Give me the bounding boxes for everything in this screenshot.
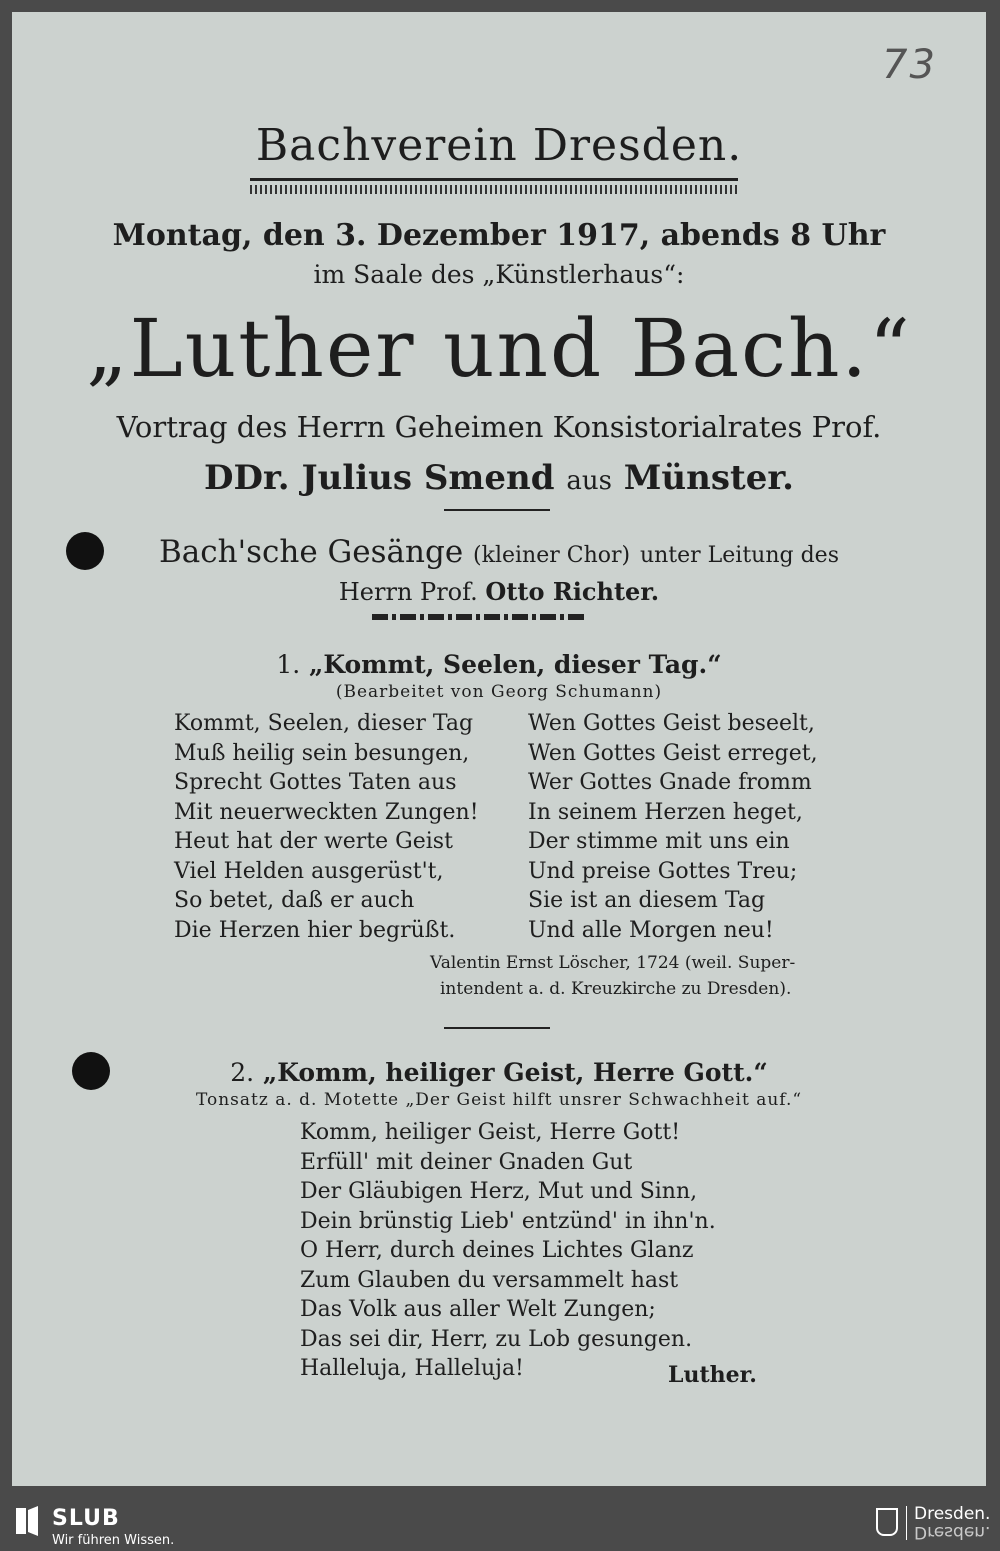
title-rule [250,178,738,194]
verse-line: Und alle Morgen neu! [528,917,774,943]
lecture-subtitle: Vortrag des Herrn Geheimen Konsistorialrates Prof. [116,410,882,444]
speaker-prefix: DDr. [204,458,290,498]
credit-line: intendent a. d. Kreuzkirche zu Dresden). [440,979,792,999]
verse-line: Komm, heiliger Geist, Herre Gott! [300,1120,681,1145]
verse-line: Wen Gottes Geist beseelt, [528,711,815,736]
song2-title: „Komm, heiliger Geist, Herre Gott.“ [262,1058,768,1087]
song1-verse-right [528,709,818,945]
verse-line: Mit neuerweckten Zungen! [174,799,479,825]
verse-line: Sie ist an diesem Tag [528,888,766,913]
verse-line: In seinem Herzen heget, [528,799,803,825]
dresden-crest-icon [876,1508,898,1536]
document-page [12,12,986,1486]
verse-line: Muß heilig sein besungen, [174,740,470,766]
verse-line: Das Volk aus aller Welt Zungen; [300,1297,656,1322]
date-line: Montag, den 3. Dezember 1917, abends 8 Uhr [112,218,886,253]
song2-note: Tonsatz a. d. Motette „Der Geist hilft unsrer Schwachheit auf.“ [195,1090,803,1110]
footer-divider [906,1506,907,1540]
page-number: 73 [882,42,937,88]
slub-tagline: Wir führen Wissen. [52,1533,175,1548]
venue-line: im Saale des „Künstlerhaus“: [313,260,685,289]
dresden-wordmark-reflection-icon: Dresden. [914,1522,991,1542]
verse-line: Viel Helden ausgerüst't, [174,858,444,884]
songs-heading-direction: unter Leitung des [639,543,839,568]
verse-line: Heut hat der werte Geist [174,829,453,854]
dresden-wordmark[interactable]: Dresden. [914,1504,991,1524]
song1-title-line [12,650,986,679]
speaker-name: Julius Smend [301,458,555,498]
document-title: Bachverein Dresden. [255,120,743,171]
verse-line: Wer Gottes Gnade fromm [528,770,812,795]
song1-verse-left [174,709,479,945]
verse-line: Dein brünstig Lieb' entzünd' in ihn'n. [300,1208,716,1234]
verse-line: Und preise Gottes Treu; [528,858,798,884]
verse-line: O Herr, durch deines Lichtes Glanz [300,1238,694,1263]
verse-line: Zum Glauben du versammelt hast [300,1267,679,1293]
verse-line: Der stimme mit uns ein [528,829,790,854]
verse-line: Kommt, Seelen, dieser Tag [174,711,474,736]
song2-author: Luther. [668,1362,757,1388]
verse-line: Halleluja, Halleluja! [300,1356,524,1381]
speaker-city: Münster. [623,458,794,498]
speaker-from: aus [566,466,612,496]
song2-number: 2. [230,1058,255,1087]
song1-note: (Bearbeitet von Georg Schumann) [335,682,663,702]
song2-title-line [12,1058,986,1087]
song1-credit [430,950,850,1002]
lecture-title: „Luther und Bach.“ [86,302,912,395]
section-divider [444,509,550,511]
song2-verse [300,1118,716,1384]
verse-line: Erfüll' mit deiner Gnaden Gut [300,1149,633,1175]
songs-heading-main: Bach'sche Gesänge [158,534,464,570]
songs-heading [12,534,986,610]
section-divider [444,1027,550,1029]
song1-title: „Kommt, Seelen, dieser Tag.“ [308,650,722,679]
verse-line: Wen Gottes Geist erreget, [528,740,818,766]
slub-brand[interactable]: SLUB [52,1506,120,1531]
songs-heading-prefix: Herrn Prof. [338,578,478,606]
footer-bar [0,1500,1000,1551]
ornamental-divider [372,614,584,620]
speaker-line [12,458,986,498]
verse-line: Der Gläubigen Herz, Mut und Sinn, [300,1179,698,1204]
conductor-name: Otto Richter. [485,577,660,606]
songs-heading-choir: (kleiner Chor) [473,543,631,568]
verse-line: Sprecht Gottes Taten aus [174,770,457,795]
verse-line: Das sei dir, Herr, zu Lob gesungen. [300,1326,693,1352]
credit-line: Valentin Ernst Löscher, 1724 (weil. Super- [430,953,796,973]
song1-number: 1. [276,650,301,679]
slub-logo-icon [14,1506,40,1536]
verse-line: Die Herzen hier begrüßt. [174,917,456,943]
verse-line: So betet, daß er auch [174,888,415,913]
